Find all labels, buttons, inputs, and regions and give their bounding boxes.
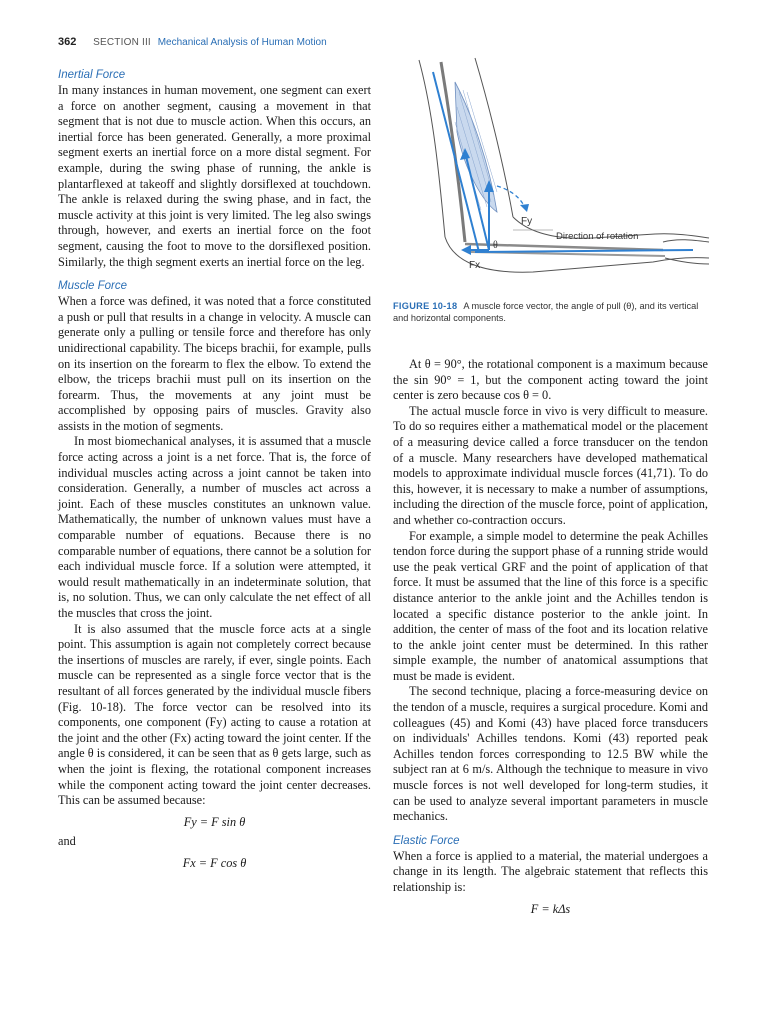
figure-label-fx: Fx — [469, 260, 481, 271]
figure-caption — [393, 300, 711, 324]
figure-label-rotation: Direction of rotation — [556, 231, 639, 242]
figure-arm-muscle-vector — [393, 52, 711, 297]
equation-fy: Fy = F sin θ — [183, 814, 246, 829]
figure-caption-text: A muscle force vector, the angle of pull (θ), and its vertical and horizontal components. — [393, 301, 699, 323]
figure-label-fy: Fy — [521, 216, 533, 227]
in-vivo-paragraph: The actual muscle force in vivo is very difficult to measure. To do so requires either a mathematical model or the placement of a measuring device called a force transducer on the tendon of a muscle. Many researchers have developed mathematical models to approximate individual muscle forces (41,71). To do this, however, it is necessary to make a number of assumptions, including the direction of the muscle force, point of application, and whether co-contraction occurs. — [393, 403, 708, 527]
muscle-force-paragraph-3: It is also assumed that the muscle force acts at a single point. This assumption is again not completely correct because the insertions of muscles are rarely, if ever, single points. Each muscle can be represented as a single force vector that is the resultant of all forces generated by the individual muscle fibers (Fig. 10-18). The force vector can be resolved into its components, one component (Fy) acting to cause a rotation at the joint and the other (Fx) acting toward the joint center. If the angle θ is considered, it can be seen that as θ gets large, such as when the joint is flexing, the rotational component increases while the component acting toward the joint center decreases. This can be assumed because: — [58, 621, 371, 808]
achilles-paragraph: For example, a simple model to determine the peak Achilles tendon force during the support phase of a running stride would use the peak vertical GRF and the point of application of that force. It must be assumed that the line of this force is a specific distance anterior to the ankle joint and the Achilles tendon is located a specific distance posterior to the ankle joint. In addition, the center of mass of the foot and its location relative to the ankle joint center must be determined. In this rather simple example, the number of anatomical assumptions that must be made is evident. — [393, 528, 708, 683]
elastic-force-paragraph: When a force is applied to a material, the material undergoes a change in its length. The algebraic statement that reflects this relationship is: — [393, 848, 708, 894]
and-text: and — [58, 834, 76, 849]
inertial-force-paragraph: In many instances in human movement, one segment can exert a force on another segment, causing a movement in that segment that is not due to muscle action. When this occurs, an inertial force has been generated. Generally, a more proximal segment exerts an inertial force on a more distal segment. For example, during the swing phase of running, the ankle is plantarflexed at takeoff and slightly dorsiflexed at touchdown. The ankle is relaxed during the swing phase, and in fact, the muscle activity at this joint is very limited. The leg also swings through, however, and exerts an inertial force on the foot segment, causing the foot to move to the dorsiflexed position. Similarly, the thigh segment exerts an inertial force on the leg. — [58, 83, 371, 269]
muscle-force-paragraph-1: When a force was defined, it was noted that a force constituted a push or pull that results in a change in velocity. A muscle can generate only a pulling or tensile force and therefore has only unidirectional capability. The biceps brachii, for example, pulls on its insertion on the forearm to flex the elbow. To extend the elbow, the triceps brachii must pull on its insertion on the forearm. Thus, the movements at any joint must be accomplished by opposing pairs of muscles. Gravity also assists in the motion of segments. — [58, 294, 371, 433]
inertial-force-heading: Inertial Force — [58, 69, 126, 81]
muscle-force-heading: Muscle Force — [58, 280, 128, 293]
elastic-force-heading: Elastic Force — [393, 834, 460, 847]
running-header — [58, 36, 327, 48]
figure-label-theta: θ — [493, 240, 498, 251]
figure-caption-label: FIGURE 10-18 — [393, 301, 458, 311]
left-column — [58, 68, 371, 876]
section-title: Mechanical Analysis of Human Motion — [157, 37, 327, 48]
rotation-paragraph: At θ = 90°, the rotational component is a maximum because the sin 90° = 1, but the component acting toward the joint center is zero because cos θ = 0. — [393, 357, 708, 403]
right-column — [393, 357, 708, 921]
muscle-force-paragraph-2: In most biomechanical analyses, it is assumed that a muscle force acting across a joint is a net force. That is, the force of individual muscles acting across a joint cannot be taken into consideration. Generally, a number of muscles act across a joint. Each of these muscles constitutes an unknown value. Mathematically, the number of unknown values must have a comparable number of equations. Because there is no comparable number of equations, there cannot be a solution for each individual muscle force. If a solution were attempted, it would result mathematically in an indeterminate solution, that is, no solution. Thus, we can only calculate the net effect of all the muscles that cross the joint. — [58, 434, 371, 620]
section-label: SECTION III — [93, 37, 151, 48]
equation-elastic: F = kΔs — [530, 901, 571, 916]
equation-fx: Fx = F cos θ — [182, 855, 247, 870]
transducer-paragraph: The second technique, placing a force-measuring device on the tendon of a muscle, requires a surgical procedure. Komi and colleagues (45) and Komi (43) have placed force transducers on individuals' Achilles tendons. Komi (43) reported peak Achilles tendon forces corresponding to 12.5 BW while the subject ran at 6 m/s. Although the technique to measure in vivo muscle forces is not well developed for long-term studies, it can be used to analyze several important parameters in muscle mechanics. — [393, 684, 708, 824]
page-number: 362 — [58, 36, 77, 48]
